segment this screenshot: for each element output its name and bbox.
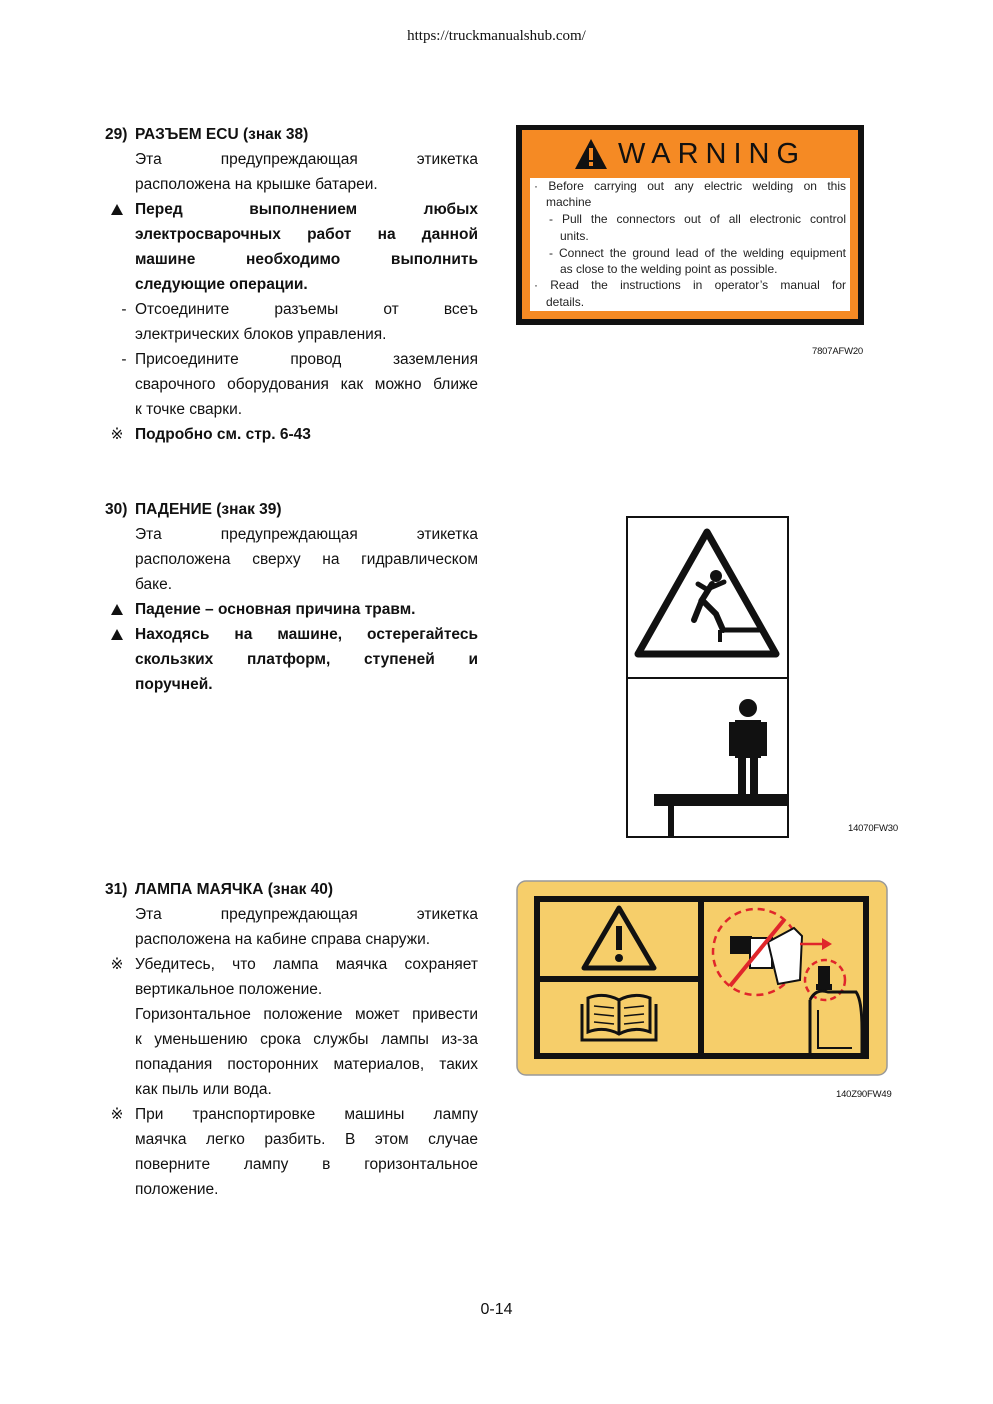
figure-code: 7807AFW20 bbox=[812, 346, 864, 357]
intro-line: баке. bbox=[135, 576, 173, 593]
intro-line: расположена на крышке батареи. bbox=[135, 176, 378, 193]
section-number: 30) bbox=[105, 501, 128, 518]
warning-label-text bbox=[530, 178, 850, 311]
source-url[interactable]: https://truckmanualshub.com/ bbox=[407, 28, 586, 44]
warning-label-line: - Pull the connectors out of all electronic control bbox=[549, 212, 846, 226]
warning-label-header bbox=[522, 130, 858, 178]
section-number: 29) bbox=[105, 126, 128, 143]
intro-line: расположена сверху на гидравлическом bbox=[135, 551, 478, 568]
warning-item bbox=[105, 197, 478, 297]
note-line: попадания посторонних материалов, таких bbox=[135, 1056, 478, 1073]
intro-line: расположена на кабине справа снаружи. bbox=[135, 931, 431, 948]
section-number: 31) bbox=[105, 881, 128, 898]
warning-triangle-icon bbox=[574, 138, 608, 170]
warning-line: скользких платформ, ступеней и bbox=[135, 651, 478, 668]
dash-line: к точке сварки. bbox=[135, 401, 243, 418]
note-marker: ※ bbox=[110, 1106, 124, 1123]
note-line: При транспортировке машины лампу bbox=[135, 1106, 478, 1123]
warning-line: поручней. bbox=[135, 676, 213, 693]
note-item bbox=[105, 952, 478, 1102]
section-29 bbox=[105, 122, 478, 447]
figure-code: 14070FW30 bbox=[848, 823, 898, 834]
warning-item bbox=[105, 622, 478, 697]
page-number: 0-14 bbox=[480, 1301, 513, 1318]
warning-label-body bbox=[522, 178, 858, 319]
note-line: поверните лампу в горизонтальное bbox=[135, 1156, 478, 1173]
warning-item bbox=[105, 597, 478, 622]
warning-triangle-icon bbox=[105, 197, 129, 222]
warning-label-line: units. bbox=[560, 229, 589, 243]
section-title bbox=[105, 497, 478, 522]
section-title bbox=[105, 122, 478, 147]
note-line: к уменьшению срока службы лампы из-за bbox=[135, 1031, 478, 1048]
note-line: как пыль или вода. bbox=[135, 1081, 272, 1098]
warning-line: следующие операции. bbox=[135, 276, 308, 293]
beacon-lamp-pictogram bbox=[516, 880, 888, 1076]
fall-hazard-label bbox=[626, 516, 789, 838]
warning-label-line: details. bbox=[546, 295, 585, 309]
dash-line: электрических блоков управления. bbox=[135, 326, 387, 343]
note-line: положение. bbox=[135, 1181, 219, 1198]
warning-label-line: · Read the instructions in operator’s manual for bbox=[534, 278, 846, 292]
figure-code: 140Z90FW49 bbox=[836, 1089, 892, 1100]
warning-line: Перед выполнением любых bbox=[135, 201, 478, 218]
warning-line: Падение – основная причина травм. bbox=[135, 601, 416, 618]
intro-line: Эта предупреждающая этикетка bbox=[135, 151, 478, 168]
section-title bbox=[105, 877, 478, 902]
note-line: Убедитесь, что лампа маячка сохраняет bbox=[135, 956, 478, 973]
dash-line: сварочного оборудования как можно ближе bbox=[135, 376, 478, 393]
warning-label-line: as close to the welding point as possible. bbox=[560, 262, 778, 276]
warning-triangle-icon bbox=[105, 622, 129, 647]
section-heading: РАЗЪЕМ ECU (знак 38) bbox=[135, 126, 309, 143]
warning-label-line: · Before carrying out any electric welding on this bbox=[534, 179, 846, 193]
dash-line: Отсоедините разъемы от всеъ bbox=[135, 301, 478, 318]
section-31 bbox=[105, 877, 478, 1202]
beacon-lamp-label bbox=[516, 880, 888, 1076]
note-line: маячка легко разбить. В этом случае bbox=[135, 1131, 478, 1148]
falling-person-icon bbox=[638, 532, 776, 654]
note-marker: ※ bbox=[110, 956, 124, 973]
warning-line: Находясь на машине, остерегайтесь bbox=[135, 626, 478, 643]
intro-line: Эта предупреждающая этикетка bbox=[135, 906, 478, 923]
note-line: вертикальное положение. bbox=[135, 981, 323, 998]
dash-marker: - bbox=[121, 351, 127, 368]
dash-item bbox=[105, 297, 478, 347]
note-text: Подробно см. стр. 6-43 bbox=[135, 426, 311, 443]
section-30 bbox=[105, 497, 478, 697]
warning-label-line: machine bbox=[546, 195, 592, 209]
warning-label bbox=[516, 125, 864, 325]
warning-line: электросварочных работ на данной bbox=[135, 226, 478, 243]
warning-label-title: WARNING bbox=[617, 137, 807, 170]
dash-marker: - bbox=[121, 301, 127, 318]
note-line: Горизонтальное положение может привести bbox=[135, 1006, 478, 1023]
note-item bbox=[105, 422, 478, 447]
dash-item bbox=[105, 347, 478, 422]
section-heading: ЛАМПА МАЯЧКА (знак 40) bbox=[135, 881, 334, 898]
section-heading: ПАДЕНИЕ (знак 39) bbox=[135, 501, 282, 518]
warning-line: машине необходимо выполнить bbox=[135, 251, 478, 268]
standing-person-icon bbox=[654, 699, 787, 836]
warning-triangle-icon bbox=[105, 597, 129, 622]
note-marker: ※ bbox=[110, 426, 124, 443]
fall-hazard-pictogram bbox=[628, 518, 787, 836]
dash-line: Присоедините провод заземления bbox=[135, 351, 478, 368]
warning-label-line: - Connect the ground lead of the welding equipment bbox=[549, 246, 846, 260]
note-item bbox=[105, 1102, 478, 1202]
intro-line: Эта предупреждающая этикетка bbox=[135, 526, 478, 543]
